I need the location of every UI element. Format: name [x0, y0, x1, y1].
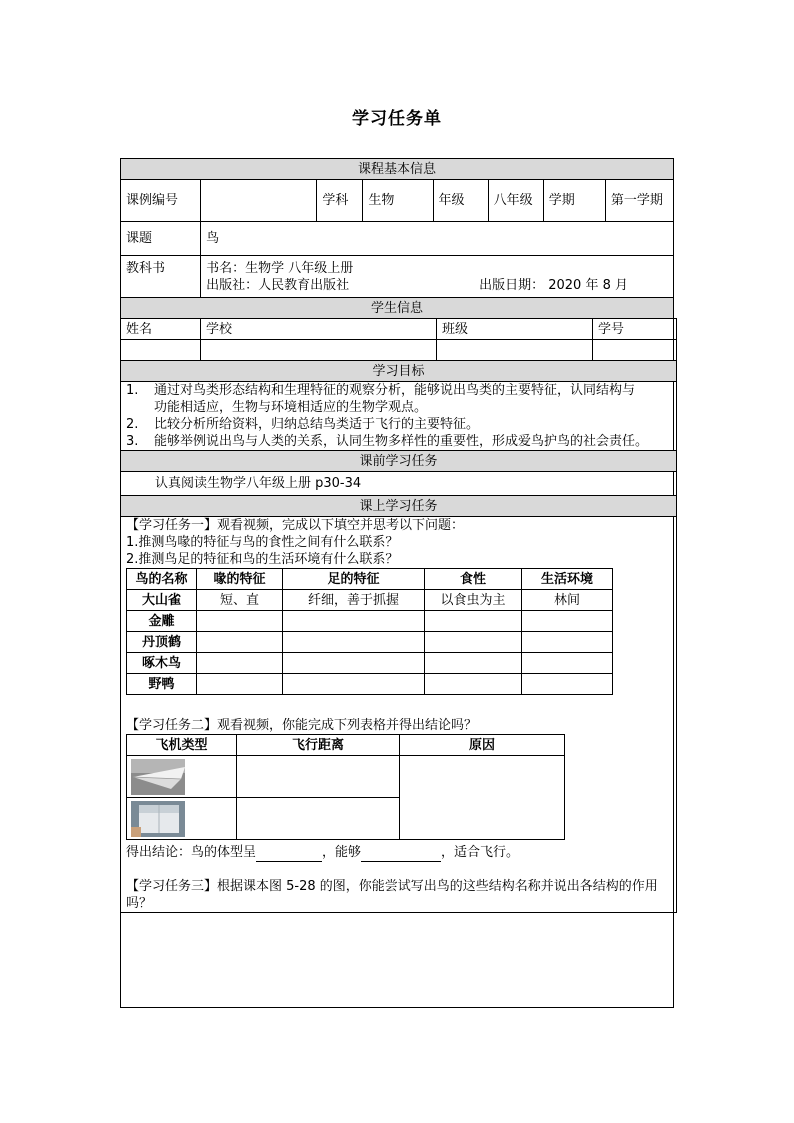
conclusion: 得出结论：鸟的体型呈 ，能够 ，适合飞行。: [126, 845, 520, 860]
bird-header-feet: 足的特征: [283, 569, 425, 590]
habitat-cell[interactable]: [522, 632, 613, 653]
worksheet-frame: [120, 158, 674, 1008]
publisher: 出版社：人民教育出版社: [206, 277, 350, 293]
plane-header-distance: 飞行距离: [237, 735, 400, 756]
plane-table: [126, 734, 565, 840]
diet-cell[interactable]: [425, 611, 522, 632]
bird-name: 丹顶鹤: [127, 632, 197, 653]
table-row: [127, 611, 613, 632]
section-pre-class: 课前学习任务: [121, 451, 677, 472]
habitat-cell[interactable]: [522, 653, 613, 674]
plane-cell-1: [127, 756, 237, 798]
task2-title: 【学习任务二】观看视频，你能完成下列表格并得出结论吗？: [126, 718, 478, 733]
plane-header-type: 飞机类型: [127, 735, 237, 756]
task1-question-2: 2.推测鸟足的特征和鸟的生活环境有什么联系？: [126, 552, 399, 567]
bird-header-habitat: 生活环境: [522, 569, 613, 590]
topic-label: 课题: [121, 222, 201, 256]
beak-cell[interactable]: [197, 632, 283, 653]
paper-plane-flat-image: [131, 801, 185, 837]
bird-header-beak: 喙的特征: [197, 569, 283, 590]
plane-header-reason: 原因: [400, 735, 565, 756]
paper-plane-pointed-image: [131, 759, 185, 795]
section-course-info: 课程基本信息: [121, 159, 674, 180]
class-field[interactable]: [437, 340, 593, 361]
task1-title: 【学习任务一】观看视频，完成以下填空并思考以下问题：: [126, 518, 465, 533]
school-label: 学校: [201, 319, 437, 340]
term-label: 学期: [543, 180, 605, 222]
beak-cell[interactable]: [197, 653, 283, 674]
table-row: [127, 674, 613, 695]
subject-label: 学科: [317, 180, 363, 222]
feet-cell[interactable]: [283, 611, 425, 632]
section-in-class: 课上学习任务: [121, 496, 677, 517]
info-table: [120, 158, 674, 319]
reason-cell[interactable]: [400, 756, 565, 840]
student-id-field[interactable]: [593, 340, 677, 361]
feet-cell[interactable]: [283, 674, 425, 695]
feet-cell[interactable]: [283, 653, 425, 674]
subject-value: 生物: [363, 180, 433, 222]
habitat-cell[interactable]: [522, 674, 613, 695]
student-id-label: 学号: [593, 319, 677, 340]
grade-label: 年级: [433, 180, 488, 222]
habitat-cell: 林间: [522, 590, 613, 611]
bird-name: 啄木鸟: [127, 653, 197, 674]
name-field[interactable]: [121, 340, 201, 361]
diet-cell[interactable]: [425, 632, 522, 653]
plane-cell-2: [127, 798, 237, 840]
section-objectives: 学习目标: [121, 361, 677, 382]
student-table: [120, 318, 677, 913]
grade-value: 八年级: [488, 180, 543, 222]
table-row: [127, 632, 613, 653]
term-value: 第一学期: [605, 180, 673, 222]
textbook-info: [201, 256, 674, 298]
bird-name: 金雕: [127, 611, 197, 632]
task1-question-1: 1.推测鸟喙的特征与鸟的食性之间有什么联系？: [126, 535, 399, 550]
course-id-value[interactable]: [201, 180, 317, 222]
objective-3: 3. 能够举例说出鸟与人类的关系，认同生物多样性的重要性，形成爱鸟护鸟的社会责任。: [126, 434, 649, 449]
objective-1-cont: 功能相适应，生物与环境相适应的生物学观点。: [154, 400, 428, 415]
objective-2: 2. 比较分析所给资料，归纳总结鸟类适于飞行的主要特征。: [126, 417, 480, 432]
textbook-label: 教科书: [121, 256, 201, 298]
feet-cell: 纤细，善于抓握: [283, 590, 425, 611]
in-class-tasks: [121, 517, 677, 913]
bird-name: 野鸭: [127, 674, 197, 695]
objectives-list: [121, 382, 677, 451]
feet-cell[interactable]: [283, 632, 425, 653]
beak-cell: 短、直: [197, 590, 283, 611]
class-label: 班级: [437, 319, 593, 340]
pre-class-task: 认真阅读生物学八年级上册 p30-34: [121, 472, 677, 496]
conclusion-blank-2[interactable]: [361, 844, 441, 862]
distance-cell-2[interactable]: [237, 798, 400, 840]
page-title: 学习任务单: [352, 109, 442, 129]
conclusion-blank-1[interactable]: [256, 844, 322, 862]
diet-cell[interactable]: [425, 653, 522, 674]
school-field[interactable]: [201, 340, 437, 361]
publish-date: 出版日期： 2020 年 8 月: [479, 277, 628, 293]
distance-cell-1[interactable]: [237, 756, 400, 798]
section-student-info: 学生信息: [121, 298, 674, 319]
bird-header-name: 鸟的名称: [127, 569, 197, 590]
diet-cell: 以食虫为主: [425, 590, 522, 611]
table-row: [127, 653, 613, 674]
beak-cell[interactable]: [197, 611, 283, 632]
textbook-name: 书名：生物学 八年级上册: [206, 260, 354, 276]
name-label: 姓名: [121, 319, 201, 340]
task3-text: 【学习任务三】根据课本图 5-28 的图，你能尝试写出鸟的这些结构名称并说出各结构的作用吗？: [126, 879, 658, 911]
objective-1: 1. 通过对鸟类形态结构和生理特征的观察分析，能够说出鸟类的主要特征，认同结构与: [126, 383, 636, 398]
bird-name: 大山雀: [127, 590, 197, 611]
bird-table: [126, 568, 613, 695]
topic-value: 鸟: [201, 222, 674, 256]
habitat-cell[interactable]: [522, 611, 613, 632]
diet-cell[interactable]: [425, 674, 522, 695]
beak-cell[interactable]: [197, 674, 283, 695]
course-id-label: 课例编号: [121, 180, 201, 222]
table-row: [127, 590, 613, 611]
bird-header-diet: 食性: [425, 569, 522, 590]
